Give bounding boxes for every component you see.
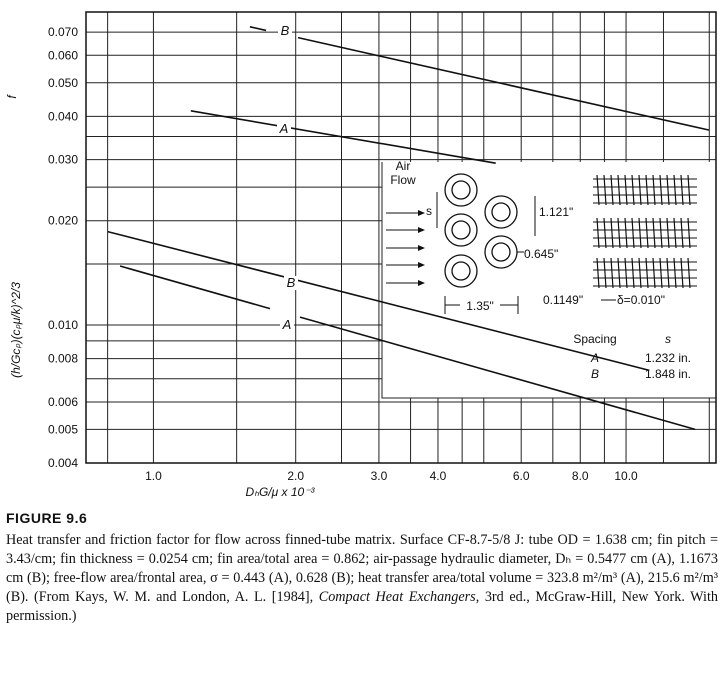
y-tick-label: 0.060 bbox=[47, 48, 78, 63]
air-flow-label: Air bbox=[395, 159, 411, 173]
y-tick-label: 0.004 bbox=[47, 456, 78, 470]
y-tick-label: 0.070 bbox=[47, 25, 78, 40]
fin-circle bbox=[445, 214, 477, 246]
y-tick-label: 0.040 bbox=[47, 109, 78, 124]
flow-arrow-head bbox=[418, 262, 425, 268]
fin-circle bbox=[485, 196, 517, 228]
y-tick-label: 0.010 bbox=[47, 318, 78, 333]
y-tick-label: 0.008 bbox=[47, 351, 78, 366]
series-line-segment bbox=[250, 27, 266, 31]
tube-circle bbox=[452, 221, 470, 239]
y-axis-label-f: f bbox=[5, 95, 19, 99]
x-tick-label: 1.0 bbox=[145, 469, 162, 483]
figure-caption bbox=[6, 509, 718, 626]
y-tick-label: 0.020 bbox=[47, 213, 78, 228]
series-label: B bbox=[280, 23, 290, 38]
flow-arrow-head bbox=[418, 227, 425, 233]
x-tick-label: 10.0 bbox=[614, 469, 638, 483]
x-tick-label: 6.0 bbox=[512, 469, 530, 483]
tube-arrangement-inset bbox=[386, 159, 697, 381]
flow-arrow-head bbox=[418, 210, 425, 216]
spacing-row-value: 1.232 in. bbox=[644, 351, 692, 365]
spacing-row-value: 1.848 in. bbox=[644, 367, 692, 381]
y-tick-label: 0.006 bbox=[47, 394, 78, 409]
x-tick-label: 3.0 bbox=[370, 469, 388, 483]
caption-book-title: Compact Heat Exchangers bbox=[318, 589, 476, 605]
dim-2-label: 0.645" bbox=[524, 247, 559, 261]
y-tick-label: 0.050 bbox=[47, 75, 78, 90]
x-tick-label: 4.0 bbox=[429, 469, 447, 483]
fin-dim-2-label: δ=0.010" bbox=[617, 293, 665, 307]
dim-s-label: s bbox=[426, 204, 432, 218]
series-label: A bbox=[279, 121, 289, 136]
tube-circle bbox=[452, 181, 470, 199]
fin-circle bbox=[485, 236, 517, 268]
series-line-segment bbox=[300, 317, 695, 429]
spacing-row-label: B bbox=[590, 367, 600, 381]
spacing-header: s bbox=[665, 332, 671, 346]
x-tick-label: 8.0 bbox=[571, 469, 589, 483]
tube-circle bbox=[452, 262, 470, 280]
y-tick-label: 0.005 bbox=[47, 422, 78, 437]
caption-text bbox=[6, 531, 718, 626]
series-label: B bbox=[286, 275, 296, 290]
flow-arrow-head bbox=[418, 245, 425, 251]
air-flow-label: Flow bbox=[390, 173, 416, 187]
series-label: A bbox=[282, 317, 292, 332]
x-tick-label: 2.0 bbox=[287, 469, 305, 483]
caption-text-1: Heat transfer and friction factor for flow across finned-tube matrix. Surface CF-8.7-5/8 J: tube OD = 1.638 cm; fin pitch = 3.43/cm; fin thickness = 0.0254 cm; fin area/total area = 0.862; air-passage hydraulic diameter, Dₕ = 0.5477 cm (A), 1.1673 cm (B); free-flow area/frontal area, σ = 0.443 (A), 0.628 (B); heat transfer area/total volume = 323.8 m²/m³ (A), 215.6 m²/m³ (B). (From Kays, W. M. and London, A. L. [1984], bbox=[6, 532, 718, 605]
spacing-row-label: A bbox=[590, 351, 600, 365]
y-axis-label-j: (h/Gcₚ)(cₚμ/k)^2/3 bbox=[9, 282, 23, 378]
caption-text-2: , 3rd ed., McGraw-Hill, New York. With permission.) bbox=[6, 589, 718, 624]
figure-title: FIGURE 9.6 bbox=[6, 510, 88, 526]
fin-circle bbox=[445, 174, 477, 206]
spacing-header: Spacing bbox=[573, 332, 617, 346]
dim-1-label: 1.121" bbox=[539, 205, 574, 219]
tube-circle bbox=[492, 243, 510, 261]
x-axis-label: DₕG/μ x 10⁻³ bbox=[245, 485, 315, 499]
dim-3-label: 1.35" bbox=[466, 299, 494, 313]
fin-circle bbox=[445, 255, 477, 287]
flow-arrow-head bbox=[418, 280, 425, 286]
series-line-segment bbox=[120, 266, 270, 309]
fin-dim-1-label: 0.1149" bbox=[543, 293, 584, 307]
y-tick-label: 0.030 bbox=[47, 152, 78, 167]
tube-circle bbox=[492, 203, 510, 221]
